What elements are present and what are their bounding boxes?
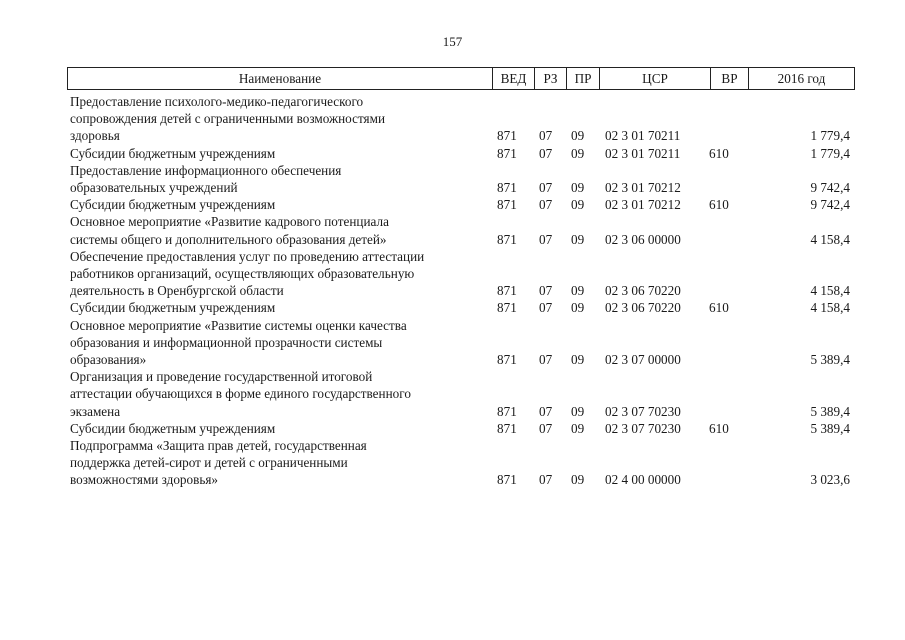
row-name [70,368,485,420]
table-header [67,67,855,90]
row-name-line: деятельность в Оренбургской области [70,283,284,299]
row-name-line: Подпрограмма «Защита прав детей, государственная [70,438,367,453]
header-pr: ПР [566,68,599,89]
row-rz: 07 [539,197,553,213]
row-rz: 07 [539,403,553,419]
row-pr: 09 [571,128,585,144]
row-amount: 4 158,4 [810,283,850,299]
table-row [67,145,855,162]
row-name-line: Обеспечение предоставления услуг по проведению аттестации [70,248,425,264]
row-pr: 09 [571,472,585,488]
row-name [70,145,485,162]
row-rz: 07 [539,145,553,161]
row-rz: 07 [539,472,553,488]
row-name-line: Субсидии бюджетным учреждениям [70,300,276,316]
row-rz: 07 [539,179,553,195]
row-name-line: Организация и проведение государственной итоговой [70,369,373,385]
row-amount: 1 779,4 [810,128,850,144]
row-pr: 09 [571,300,585,316]
row-amount: 3 023,6 [810,472,850,488]
table-row [67,437,855,489]
row-name-line: Субсидии бюджетным учреждениям [70,420,276,436]
table-row [67,213,855,247]
row-csr: 02 3 01 70211 [605,128,681,144]
row-ved: 871 [497,403,517,419]
row-name-line: системы общего и дополнительного образования детей» [70,231,387,247]
row-name [70,248,485,300]
row-ved: 871 [497,128,517,144]
table-row [67,248,855,300]
row-name-line: образования и информационной прозрачности системы [70,334,383,350]
row-ved: 871 [497,351,517,367]
row-pr: 09 [571,420,585,436]
row-name-line: Основное мероприятие «Развитие системы оценки качества [70,317,407,333]
row-ved: 871 [497,145,517,161]
table-row [67,420,855,437]
row-ved: 871 [497,420,517,436]
row-ved: 871 [497,283,517,299]
row-name-line: Основное мероприятие «Развитие кадрового потенциала [70,214,389,230]
row-amount: 9 742,4 [810,197,850,213]
row-name-line: Субсидии бюджетным учреждениям [70,145,276,161]
row-ved: 871 [497,179,517,195]
row-csr: 02 3 07 70230 [605,403,681,419]
row-csr: 02 3 06 70220 [605,283,681,299]
row-name [70,213,485,247]
row-name [70,317,485,369]
row-csr: 02 3 06 00000 [605,231,681,247]
table-row [67,368,855,420]
row-amount: 4 158,4 [810,231,850,247]
row-pr: 09 [571,179,585,195]
row-name-line: образовательных учреждений [70,180,238,195]
row-name [70,93,485,145]
row-amount: 9 742,4 [810,179,850,195]
page-number: 157 [442,34,463,49]
row-name-line: Субсидии бюджетным учреждениям [70,197,276,213]
row-pr: 09 [571,403,585,419]
row-name-line: Предоставление психолого-медико-педагогического [70,94,364,109]
row-amount: 1 779,4 [810,145,850,161]
row-vr: 610 [709,420,729,436]
row-ved: 871 [497,197,517,213]
row-name-line: возможностями здоровья» [70,472,219,488]
header-csr: ЦСР [599,68,710,89]
row-name-line: здоровья [70,128,120,144]
row-csr: 02 3 01 70212 [605,197,681,213]
row-rz: 07 [539,351,553,367]
row-name-line: аттестации обучающихся в форме единого государственного [70,386,411,402]
row-name [70,437,485,489]
row-amount: 4 158,4 [810,300,850,316]
row-csr: 02 3 07 70230 [605,420,681,436]
row-vr: 610 [709,197,729,213]
row-rz: 07 [539,300,553,316]
row-name-line: поддержка детей-сирот и детей с ограниченными [70,455,348,471]
row-name-line: экзамена [70,403,121,419]
row-csr: 02 4 00 00000 [605,472,681,488]
row-amount: 5 389,4 [810,403,850,419]
row-ved: 871 [497,300,517,316]
row-amount: 5 389,4 [810,351,850,367]
row-pr: 09 [571,197,585,213]
row-amount: 5 389,4 [810,420,850,436]
row-rz: 07 [539,283,553,299]
table-row [67,93,855,145]
row-ved: 871 [497,231,517,247]
row-name [70,299,485,316]
row-rz: 07 [539,128,553,144]
row-rz: 07 [539,420,553,436]
row-csr: 02 3 07 00000 [605,351,681,367]
row-pr: 09 [571,231,585,247]
row-vr: 610 [709,300,729,316]
table-row [67,317,855,369]
header-vr: ВР [710,68,748,89]
table-row [67,196,855,213]
header-name: Наименование [238,71,322,86]
table-row [67,162,855,196]
header-ved: ВЕД [492,68,534,89]
row-csr: 02 3 01 70212 [605,179,681,195]
row-vr: 610 [709,145,729,161]
row-name [70,196,485,213]
row-pr: 09 [571,351,585,367]
row-name-line: сопровождения детей с ограниченными возможностями [70,111,386,127]
header-year: 2016 год [748,68,854,89]
row-ved: 871 [497,472,517,488]
row-name-line: работников организаций, осуществляющих образовательную [70,266,415,281]
table-row [67,299,855,316]
row-name [70,162,485,196]
row-pr: 09 [571,283,585,299]
row-csr: 02 3 01 70211 [605,145,681,161]
row-csr: 02 3 06 70220 [605,300,681,316]
row-name-line: Предоставление информационного обеспечения [70,162,342,178]
row-name [70,420,485,437]
row-pr: 09 [571,145,585,161]
header-rz: РЗ [534,68,566,89]
row-rz: 07 [539,231,553,247]
row-name-line: образования» [70,352,147,367]
